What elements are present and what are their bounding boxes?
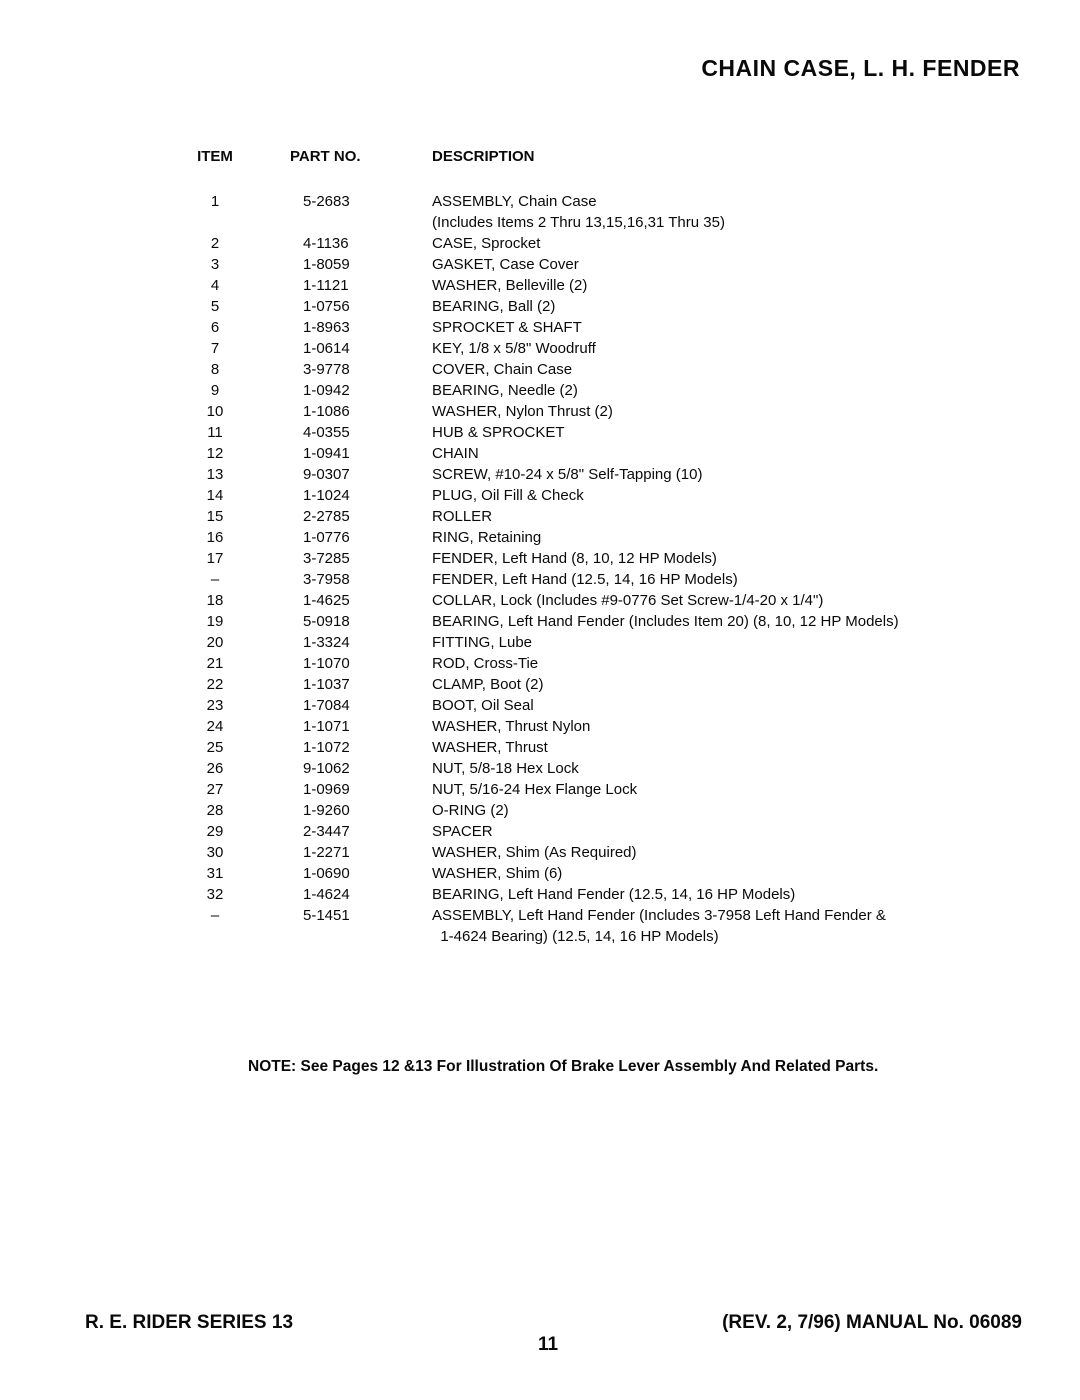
item-cell: 5 (210, 298, 220, 315)
table-row (168, 842, 1028, 863)
description-cell: FENDER, Left Hand (12.5, 14, 16 HP Models) (432, 571, 738, 588)
part-no-cell: 5-1451 (303, 907, 350, 924)
item-cell: 14 (206, 487, 224, 504)
item-cell: 19 (206, 613, 224, 630)
item-cell: 32 (206, 886, 224, 903)
description-cell: WASHER, Shim (6) (432, 865, 563, 882)
description-cell: WASHER, Nylon Thrust (2) (432, 403, 613, 420)
description-cell: ROLLER (432, 508, 493, 525)
table-row (168, 338, 1028, 359)
description-cell: WASHER, Shim (As Required) (432, 844, 637, 861)
item-cell: 11 (207, 424, 223, 441)
footer-series-label: R. E. RIDER SERIES 13 (85, 1312, 294, 1333)
table-row (168, 506, 1028, 527)
description-cell: WASHER, Thrust (432, 739, 548, 756)
description-cell: KEY, 1/8 x 5/8" Woodruff (432, 340, 596, 357)
part-no-cell: 3-9778 (303, 361, 350, 378)
item-cell: 16 (206, 529, 224, 546)
description-cell: BOOT, Oil Seal (432, 697, 534, 714)
table-row (168, 611, 1028, 632)
item-cell: 22 (206, 676, 224, 693)
part-no-cell: 1-1072 (303, 739, 350, 756)
description-cell: CASE, Sprocket (432, 235, 541, 252)
item-cell: 25 (206, 739, 224, 756)
part-no-cell: 1-4625 (303, 592, 350, 609)
item-cell: 17 (206, 550, 224, 567)
description-cell: O-RING (2) (432, 802, 509, 819)
footer-revision-label: (REV. 2, 7/96) MANUAL No. 06089 (722, 1312, 1022, 1333)
table-row (168, 695, 1028, 716)
item-cell: 8 (210, 361, 220, 378)
item-cell: 2 (210, 235, 220, 252)
table-row (168, 443, 1028, 464)
part-no-cell: 1-0776 (303, 529, 350, 546)
item-cell: 28 (206, 802, 224, 819)
description-cell: COVER, Chain Case (432, 361, 573, 378)
table-row (168, 275, 1028, 296)
item-cell: 20 (206, 634, 224, 651)
table-row (168, 233, 1028, 254)
description-cell: FITTING, Lube (432, 634, 533, 651)
description-cell: PLUG, Oil Fill & Check (432, 487, 584, 504)
part-no-cell: 1-9260 (303, 802, 350, 819)
description-cell: BEARING, Needle (2) (432, 382, 578, 399)
col-header-description: DESCRIPTION (432, 148, 535, 165)
table-row (168, 485, 1028, 506)
table-row (168, 716, 1028, 737)
description-cell: SPROCKET & SHAFT (432, 319, 582, 336)
item-cell: 3 (210, 256, 220, 273)
description-cell: RING, Retaining (432, 529, 542, 546)
table-row (168, 779, 1028, 800)
item-cell: 9 (210, 382, 220, 399)
item-cell: 30 (206, 844, 224, 861)
table-row (168, 590, 1028, 611)
item-cell: 24 (206, 718, 224, 735)
item-cell: 1 (210, 193, 220, 210)
description-cell: HUB & SPROCKET (432, 424, 565, 441)
item-cell: – (210, 907, 220, 924)
part-no-cell: 4-0355 (303, 424, 350, 441)
col-header-part-no: PART NO. (290, 148, 361, 165)
description-cell: CLAMP, Boot (2) (432, 676, 544, 693)
item-cell: 27 (206, 781, 224, 798)
description-cell: ASSEMBLY, Left Hand Fender (Includes 3-7958 Left Hand Fender & 1-4624 Bearing) (12.5, 14, 16 HP Models) (432, 907, 886, 945)
part-no-cell: 2-3447 (303, 823, 350, 840)
table-row (168, 653, 1028, 674)
part-no-cell: 1-8059 (303, 256, 350, 273)
part-no-cell: 1-1121 (303, 277, 349, 294)
part-no-cell: 1-0690 (303, 865, 350, 882)
description-cell: WASHER, Belleville (2) (432, 277, 588, 294)
description-cell: ROD, Cross-Tie (432, 655, 539, 672)
item-cell: 6 (210, 319, 220, 336)
item-cell: 12 (206, 445, 224, 462)
part-no-cell: 1-0969 (303, 781, 350, 798)
item-cell: 7 (210, 340, 220, 357)
part-no-cell: 5-0918 (303, 613, 350, 630)
page-number: 11 (537, 1334, 559, 1355)
description-cell: ASSEMBLY, Chain Case (Includes Items 2 Thru 13,15,16,31 Thru 35) (432, 193, 725, 231)
part-no-cell: 5-2683 (303, 193, 350, 210)
description-cell: CHAIN (432, 445, 479, 462)
description-cell: SCREW, #10-24 x 5/8" Self-Tapping (10) (432, 466, 703, 483)
page-title: CHAIN CASE, L. H. FENDER (701, 55, 1020, 81)
table-row (168, 569, 1028, 590)
table-row (168, 422, 1028, 443)
table-row (168, 863, 1028, 884)
table-header-row (168, 148, 1028, 165)
item-cell: 4 (210, 277, 220, 294)
description-cell: GASKET, Case Cover (432, 256, 579, 273)
item-cell: 26 (206, 760, 224, 777)
part-no-cell: 1-1037 (303, 676, 350, 693)
table-row (168, 632, 1028, 653)
part-no-cell: 1-1086 (303, 403, 350, 420)
description-cell: FENDER, Left Hand (8, 10, 12 HP Models) (432, 550, 717, 567)
part-no-cell: 1-0941 (303, 445, 350, 462)
item-cell: – (210, 571, 220, 588)
item-cell: 10 (206, 403, 224, 420)
table-row (168, 758, 1028, 779)
table-row (168, 884, 1028, 905)
item-cell: 18 (206, 592, 224, 609)
table-row (168, 905, 1028, 947)
table-row (168, 296, 1028, 317)
table-row (168, 359, 1028, 380)
table-row (168, 737, 1028, 758)
description-cell: SPACER (432, 823, 493, 840)
description-cell: COLLAR, Lock (Includes #9-0776 Set Screw-1/4-20 x 1/4") (432, 592, 824, 609)
table-row (168, 821, 1028, 842)
description-cell: WASHER, Thrust Nylon (432, 718, 591, 735)
part-no-cell: 1-0614 (303, 340, 350, 357)
description-cell: NUT, 5/8-18 Hex Lock (432, 760, 579, 777)
note-text: NOTE: See Pages 12 &13 For Illustration Of Brake Lever Assembly And Related Parts. (248, 1058, 879, 1075)
table-row (168, 317, 1028, 338)
table-row (168, 527, 1028, 548)
description-cell: BEARING, Left Hand Fender (Includes Item 20) (8, 10, 12 HP Models) (432, 613, 899, 630)
part-no-cell: 4-1136 (303, 235, 349, 252)
col-header-item: ITEM (197, 148, 233, 165)
part-no-cell: 1-7084 (303, 697, 350, 714)
item-cell: 15 (206, 508, 224, 525)
part-no-cell: 9-0307 (303, 466, 350, 483)
item-cell: 23 (206, 697, 224, 714)
part-no-cell: 1-1071 (303, 718, 350, 735)
part-no-cell: 1-1024 (303, 487, 350, 504)
part-no-cell: 1-3324 (303, 634, 350, 651)
item-cell: 31 (206, 865, 224, 882)
parts-table (168, 148, 1028, 947)
part-no-cell: 3-7285 (303, 550, 350, 567)
part-no-cell: 1-4624 (303, 886, 350, 903)
part-no-cell: 1-2271 (303, 844, 350, 861)
table-row (168, 800, 1028, 821)
table-row (168, 380, 1028, 401)
description-cell: NUT, 5/16-24 Hex Flange Lock (432, 781, 638, 798)
item-cell: 13 (206, 466, 224, 483)
description-cell: BEARING, Left Hand Fender (12.5, 14, 16 HP Models) (432, 886, 796, 903)
table-body (168, 191, 1028, 947)
part-no-cell: 9-1062 (303, 760, 350, 777)
part-no-cell: 1-0942 (303, 382, 350, 399)
part-no-cell: 2-2785 (303, 508, 350, 525)
part-no-cell: 1-0756 (303, 298, 350, 315)
table-row (168, 548, 1028, 569)
item-cell: 21 (206, 655, 224, 672)
part-no-cell: 3-7958 (303, 571, 350, 588)
part-no-cell: 1-1070 (303, 655, 350, 672)
table-row (168, 191, 1028, 233)
table-row (168, 674, 1028, 695)
part-no-cell: 1-8963 (303, 319, 350, 336)
table-row (168, 464, 1028, 485)
description-cell: BEARING, Ball (2) (432, 298, 556, 315)
table-row (168, 254, 1028, 275)
item-cell: 29 (206, 823, 224, 840)
table-row (168, 401, 1028, 422)
